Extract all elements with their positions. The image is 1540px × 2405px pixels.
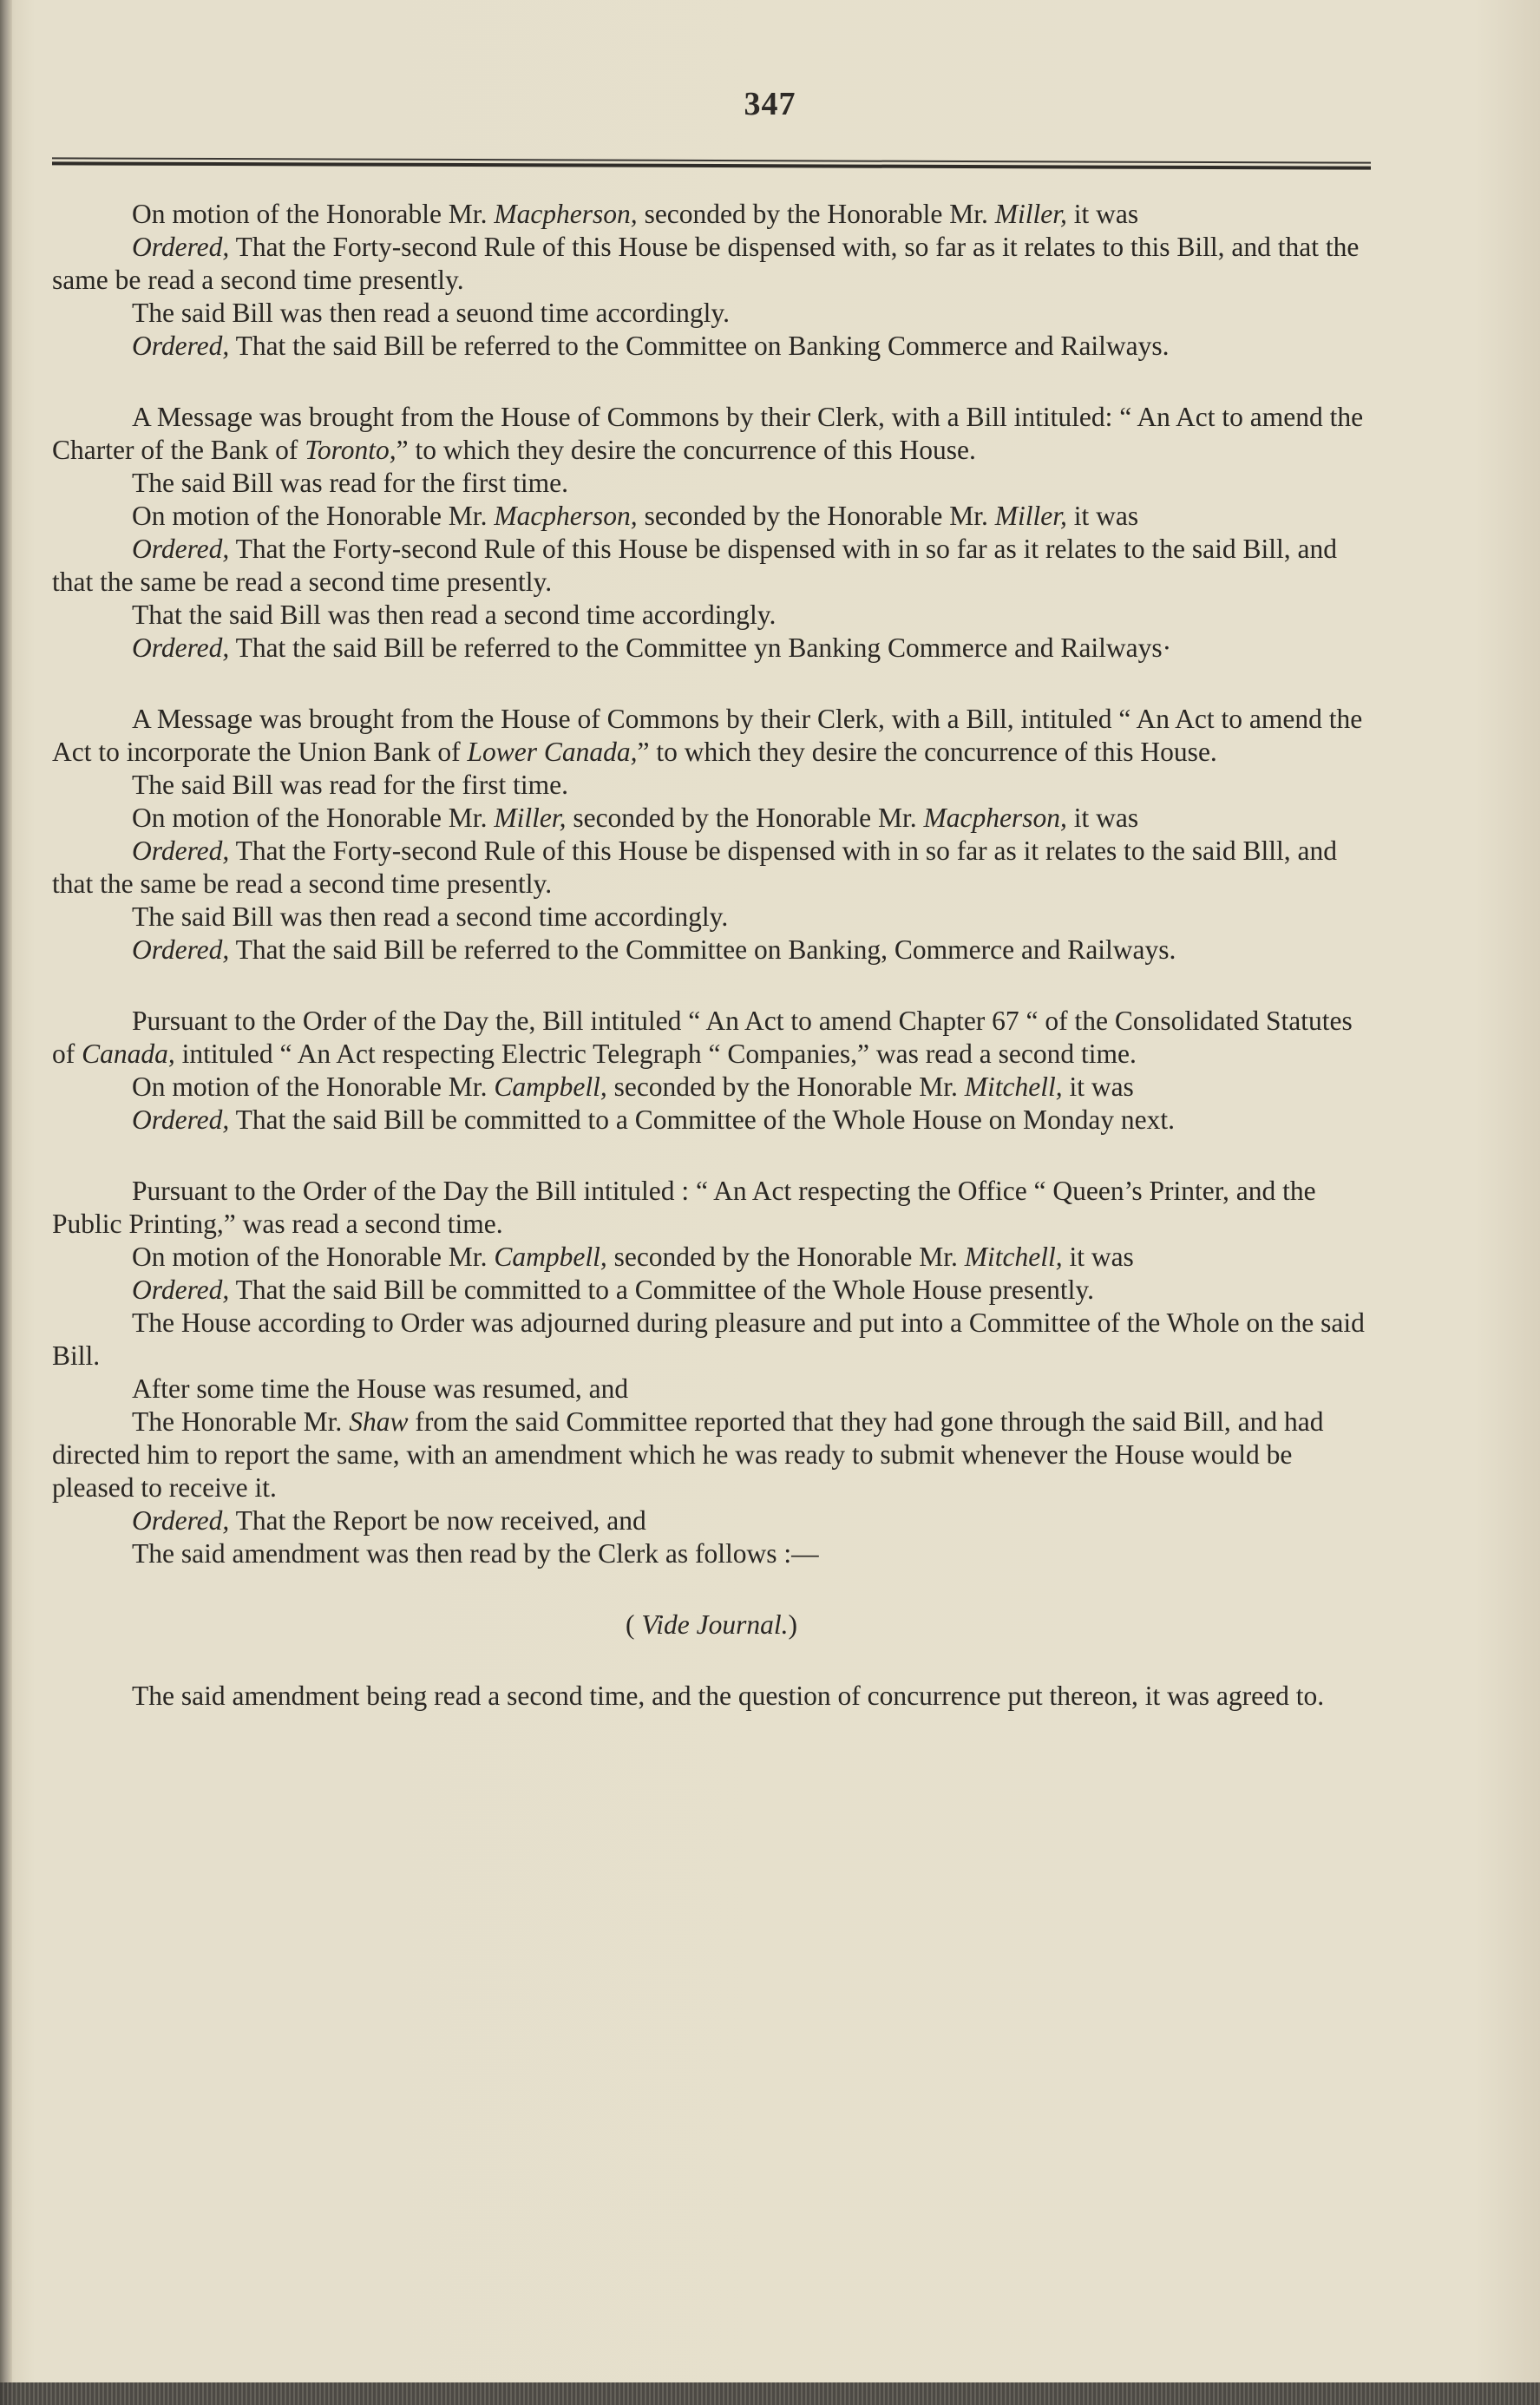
- text-run: On motion of the Honorable Mr.: [132, 501, 495, 531]
- paragraph: [52, 1005, 1371, 1071]
- text-run: On motion of the Honorable Mr.: [132, 803, 495, 833]
- paragraph: [52, 198, 1371, 231]
- text-run: That the Report be now received, and: [229, 1505, 646, 1536]
- text-run: On motion of the Honorable Mr.: [132, 199, 495, 229]
- text-run: ” to which they desire the concurrence of this House.: [396, 435, 976, 465]
- paragraph: [52, 500, 1371, 533]
- italic-text: Ordered,: [132, 1505, 230, 1536]
- text-run: A Message was brought from the House of Commons by their Clerk, with a Bill intituled: “ An Act to amend the Charter of the Bank of: [52, 402, 1364, 465]
- text-run: it was: [1062, 1242, 1134, 1272]
- text-run: ” to which they desire the concurrence of this House.: [637, 737, 1217, 767]
- text-run: The said amendment being read a second time, and the question of concurrence put thereon, it was agreed to.: [132, 1681, 1325, 1711]
- paragraph: [52, 1609, 1371, 1642]
- italic-text: Campbell,: [494, 1242, 607, 1272]
- italic-text: Ordered,: [132, 934, 230, 965]
- italic-text: Macpherson,: [494, 501, 638, 531]
- paragraph: [52, 769, 1371, 802]
- journal-section: [52, 703, 1371, 967]
- page-number: 347: [744, 86, 796, 122]
- italic-text: Miller,: [994, 501, 1067, 531]
- paragraph: [52, 802, 1371, 835]
- text-run: it was: [1062, 1071, 1134, 1102]
- paragraph: [52, 1274, 1371, 1307]
- text-run: (: [625, 1609, 642, 1640]
- italic-text: Mitchell,: [964, 1242, 1063, 1272]
- paragraph: [52, 330, 1371, 363]
- text-run: Pursuant to the Order of the Day the, Bill intituled “ An Act to amend Chapter 67 “ of the Consolidated Statutes of: [52, 1006, 1353, 1069]
- text-run: That the said Bill was then read a second time accordingly.: [132, 600, 777, 630]
- journal-section: [52, 1005, 1371, 1137]
- text-run: The said Bill was then read a second time accordingly.: [132, 901, 729, 932]
- journal-section: [52, 1175, 1371, 1570]
- paragraph: [52, 533, 1371, 599]
- italic-text: Ordered,: [132, 1104, 230, 1135]
- text-run: That the said Bill be committed to a Committee of the Whole House presently.: [229, 1275, 1094, 1305]
- italic-text: Macpherson,: [923, 803, 1067, 833]
- paragraph: [52, 1175, 1371, 1241]
- paragraph: [52, 934, 1371, 967]
- italic-text: Ordered,: [132, 331, 230, 361]
- paragraph: [52, 1680, 1371, 1713]
- italic-text: Ordered,: [132, 232, 230, 262]
- text-run: intituled “ An Act respecting Electric Telegraph “ Companies,” was read a second time.: [174, 1039, 1137, 1069]
- header-rule: [52, 160, 1371, 168]
- text-run: The Honorable Mr.: [132, 1406, 350, 1437]
- paragraph: [52, 632, 1371, 665]
- paragraph: [52, 901, 1371, 934]
- italic-text: Macpherson,: [494, 199, 638, 229]
- text-run: On motion of the Honorable Mr.: [132, 1071, 495, 1102]
- text-run: seconded by the Honorable Mr.: [566, 803, 924, 833]
- paragraph: [52, 1241, 1371, 1274]
- text-run: The House according to Order was adjourned during pleasure and put into a Committee of the Whole on the said Bill.: [52, 1307, 1365, 1371]
- paragraph: [52, 1373, 1371, 1406]
- text-run: That the Forty-second Rule of this House be dispensed with in so far as it relates to the said Blll, and that the same be read a second time presently.: [52, 836, 1337, 899]
- italic-text: Shaw: [349, 1406, 409, 1437]
- italic-text: Ordered,: [132, 1275, 230, 1305]
- italic-text: Ordered,: [132, 836, 230, 866]
- text-run: That the said Bill be referred to the Committee on Banking Commerce and Railways.: [229, 331, 1170, 361]
- text-run: The said Bill was read for the first time.: [132, 468, 568, 498]
- text-run: That the said Bill be referred to the Committee on Banking, Commerce and Railways.: [229, 934, 1176, 965]
- text-run: seconded by the Honorable Mr.: [606, 1242, 965, 1272]
- journal-section: [52, 198, 1371, 363]
- journal-text: [52, 198, 1371, 1751]
- paragraph: [52, 1504, 1371, 1537]
- paragraph: [52, 835, 1371, 901]
- text-run: from the said Committee reported that they had gone through the said Bill, and had directed him to report the same, with an amendment which he was ready to submit whenever the House would be pleased to receive it.: [52, 1406, 1324, 1503]
- italic-text: Toronto,: [305, 435, 396, 465]
- italic-text: Mitchell,: [964, 1071, 1063, 1102]
- paragraph: [52, 467, 1371, 500]
- paragraph: [52, 1537, 1371, 1570]
- text-run: The said Bill was read for the first time.: [132, 770, 568, 800]
- paragraph: [52, 599, 1371, 632]
- text-run: The said Bill was then read a seuond time accordingly.: [132, 298, 731, 328]
- journal-section: [52, 1680, 1371, 1713]
- text-run: The said amendment was then read by the Clerk as follows :—: [132, 1538, 819, 1569]
- binding-edge: [0, 0, 12, 2405]
- journal-section: [52, 1609, 1371, 1642]
- text-run: Pursuant to the Order of the Day the Bill intituled : “ An Act respecting the Office “ Queen’s Printer, and the Public Printing,” was read a second time.: [52, 1176, 1316, 1239]
- italic-text: Miller,: [494, 803, 567, 833]
- text-run: That the said Bill be committed to a Committee of the Whole House on Monday next.: [229, 1104, 1176, 1135]
- paragraph: [52, 1104, 1371, 1137]
- text-run: it was: [1066, 803, 1139, 833]
- italic-text: Ordered,: [132, 632, 230, 663]
- italic-text: Miller,: [994, 199, 1067, 229]
- journal-section: [52, 401, 1371, 665]
- text-run: ): [788, 1609, 797, 1640]
- text-run: After some time the House was resumed, and: [132, 1373, 629, 1404]
- text-run: On motion of the Honorable Mr.: [132, 1242, 495, 1272]
- paragraph: [52, 1307, 1371, 1373]
- text-run: seconded by the Honorable Mr.: [637, 199, 995, 229]
- text-run: That the said Bill be referred to the Committee yn Banking Commerce and Railways·: [229, 632, 1172, 663]
- text-run: That the Forty-second Rule of this House be dispensed with, so far as it relates to this Bill, and that the same be read a second time presently.: [52, 232, 1360, 295]
- text-run: it was: [1066, 199, 1139, 229]
- paragraph: [52, 1406, 1371, 1504]
- text-run: That the Forty-second Rule of this House be dispensed with in so far as it relates to the said Bill, and that the same be read a second time presently.: [52, 534, 1337, 597]
- paragraph: [52, 297, 1371, 330]
- text-run: seconded by the Honorable Mr.: [606, 1071, 965, 1102]
- italic-text: Ordered,: [132, 534, 230, 564]
- text-run: seconded by the Honorable Mr.: [637, 501, 995, 531]
- italic-text: Canada,: [82, 1039, 175, 1069]
- italic-text: Lower Canada,: [467, 737, 638, 767]
- paragraph: [52, 231, 1371, 297]
- page-bottom-edge: [0, 2382, 1540, 2405]
- text-run: A Message was brought from the House of Commons by their Clerk, with a Bill, intituled “ An Act to amend the Act to incorporate the Union Bank of: [52, 704, 1363, 767]
- italic-text: Campbell,: [494, 1071, 607, 1102]
- italic-text: Vide Journal.: [641, 1609, 789, 1640]
- paragraph: [52, 1071, 1371, 1104]
- text-run: it was: [1066, 501, 1139, 531]
- paragraph: [52, 703, 1371, 769]
- paragraph: [52, 401, 1371, 467]
